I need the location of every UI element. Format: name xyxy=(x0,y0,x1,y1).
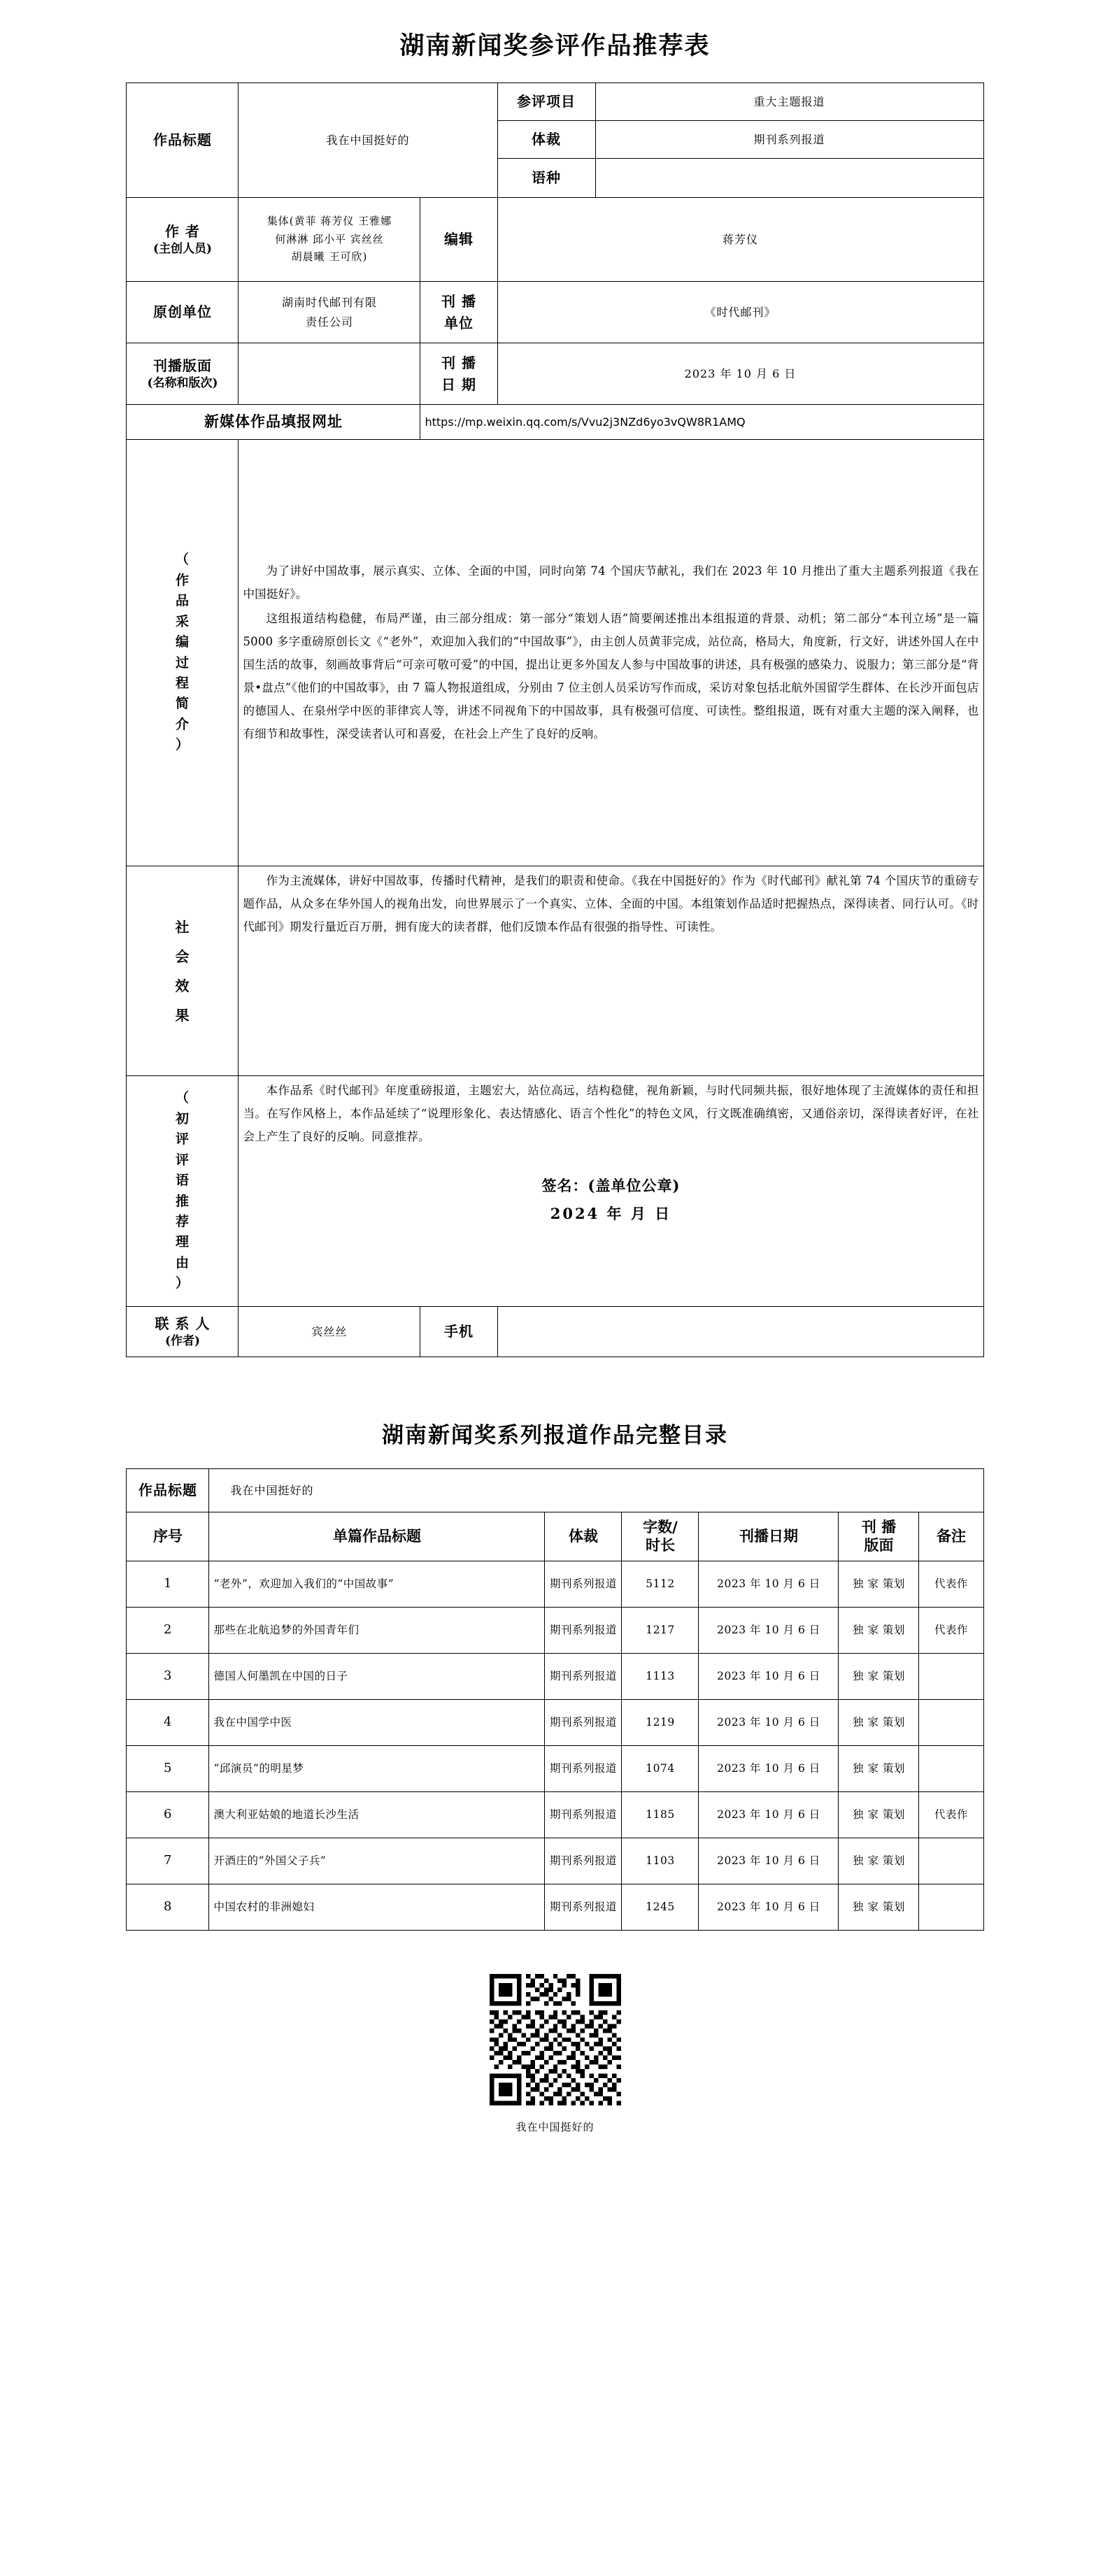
contact-label xyxy=(127,1307,239,1357)
row-title: 我在中国学中医 xyxy=(209,1699,545,1745)
effect-label-char-3: 果 xyxy=(175,1006,190,1024)
item-label: 参评项目 xyxy=(497,83,595,121)
col-header-note: 备注 xyxy=(919,1512,983,1561)
row-note xyxy=(919,1838,983,1884)
work-title-value[interactable]: 我在中国挺好的 xyxy=(239,83,497,198)
genre-label: 体裁 xyxy=(497,121,595,159)
genre-value[interactable]: 期刊系列报道 xyxy=(595,121,983,159)
table-row[interactable] xyxy=(127,1791,983,1838)
row-wordcount: 1245 xyxy=(622,1884,699,1930)
recommend-label-char-4: 语 xyxy=(175,1173,190,1189)
layout-label xyxy=(127,343,239,405)
publish-unit-label-line-2: 单位 xyxy=(443,314,474,331)
effect-label xyxy=(127,866,239,1076)
origin-unit-line-2: 责任公司 xyxy=(305,315,353,329)
form-row-layout xyxy=(127,343,983,405)
table-row[interactable] xyxy=(127,1838,983,1884)
row-date: 2023 年 10 月 6 日 xyxy=(699,1791,839,1838)
row-date: 2023 年 10 月 6 日 xyxy=(699,1884,839,1930)
origin-unit-value[interactable] xyxy=(239,282,420,343)
effect-paragraph-1: 作为主流媒体，讲好中国故事，传播时代精神，是我们的职责和使命。《我在中国挺好的》作为《时代邮刊》献礼第 74 个国庆节的重磅专题作品，从众多在华外国人的视角出发，向世界展示了一个真实、立体、全面的中国。本组策划作品适时把握热点，深得读者、同行认可。《时代邮刊》期发行量近百万册，拥有庞大的读者群，他们反馈本作品有很强的指导性、可读性。 xyxy=(243,874,979,933)
row-genre: 期刊系列报道 xyxy=(545,1561,622,1607)
row-layout: 独 家 策划 xyxy=(839,1561,919,1607)
row-note: 代表作 xyxy=(919,1607,983,1653)
row-index: 4 xyxy=(127,1699,209,1745)
form-row-contact xyxy=(127,1307,983,1357)
form-row-effect xyxy=(127,866,983,1076)
row-title: 德国人何墨凯在中国的日子 xyxy=(209,1653,545,1699)
contact-label-main: 联 系 人 xyxy=(155,1315,211,1332)
row-title: 那些在北航追梦的外国青年们 xyxy=(209,1607,545,1653)
row-date: 2023 年 10 月 6 日 xyxy=(699,1607,839,1653)
row-index: 2 xyxy=(127,1607,209,1653)
row-title: 澳大利亚姑娘的地道长沙生活 xyxy=(209,1791,545,1838)
col-header-genre: 体裁 xyxy=(545,1512,622,1561)
table-row[interactable] xyxy=(127,1884,983,1930)
layout-label-sub: (名称和版次) xyxy=(147,375,218,390)
recommend-label-char-1: 初 xyxy=(175,1110,190,1126)
form-row-recommendation xyxy=(127,1076,983,1307)
col-header-layout xyxy=(839,1512,919,1561)
effect-label-char-1: 会 xyxy=(175,947,190,965)
table-row[interactable] xyxy=(127,1699,983,1745)
row-title: “邱演员”的明星梦 xyxy=(209,1745,545,1791)
phone-value[interactable] xyxy=(497,1307,983,1357)
signature-date: 2024 年 月 日 xyxy=(550,1204,672,1222)
col-header-date: 刊播日期 xyxy=(699,1512,839,1561)
catalog-row-work-title xyxy=(127,1469,983,1512)
contact-label-sub: (作者) xyxy=(164,1333,201,1348)
form-row-url xyxy=(127,405,983,440)
row-genre: 期刊系列报道 xyxy=(545,1838,622,1884)
table-row[interactable] xyxy=(127,1745,983,1791)
author-label-sub: (主创人员) xyxy=(152,241,213,256)
row-genre: 期刊系列报道 xyxy=(545,1653,622,1699)
recommend-label-char-3: 评 xyxy=(175,1152,190,1168)
qr-code-icon[interactable] xyxy=(490,1974,621,2105)
row-wordcount: 1217 xyxy=(622,1607,699,1653)
publish-unit-value[interactable]: 《时代邮刊》 xyxy=(497,282,983,343)
row-date: 2023 年 10 月 6 日 xyxy=(699,1653,839,1699)
col-header-layout-line-1: 刊 播 xyxy=(861,1518,897,1536)
layout-value[interactable] xyxy=(239,343,420,405)
intro-label-char-1: 作 xyxy=(175,572,190,588)
item-value[interactable]: 重大主题报道 xyxy=(595,83,983,121)
row-index: 5 xyxy=(127,1745,209,1791)
row-wordcount: 1113 xyxy=(622,1653,699,1699)
row-note xyxy=(919,1884,983,1930)
row-layout: 独 家 策划 xyxy=(839,1838,919,1884)
effect-body[interactable] xyxy=(239,866,983,1076)
intro-label-char-8: 介 xyxy=(175,716,190,732)
recommend-paragraph-1: 本作品系《时代邮刊》年度重磅报道，主题宏大，站位高远，结构稳健，视角新颖，与时代同频共振，很好地体现了主流媒体的责任和担当。在写作风格上，本作品延续了“说理形象化、表达情感化、语言个性化”的特色文风，行文既准确缜密，又通俗亲切，深得读者好评，在社会上产生了良好的反响。同意推荐。 xyxy=(243,1084,979,1143)
effect-label-char-2: 效 xyxy=(175,977,190,994)
recommend-label-char-7: 理 xyxy=(175,1234,190,1250)
intro-label-char-6: 程 xyxy=(175,675,190,691)
publish-date-label xyxy=(420,343,497,405)
recommend-label-char-8: 由 xyxy=(175,1254,190,1271)
row-layout: 独 家 策划 xyxy=(839,1745,919,1791)
col-header-index: 序号 xyxy=(127,1512,209,1561)
catalog-work-title-value[interactable]: 我在中国挺好的 xyxy=(209,1469,983,1512)
form-row-intro xyxy=(127,440,983,866)
recommend-label-char-5: 推 xyxy=(175,1193,190,1209)
col-header-layout-line-2: 版面 xyxy=(864,1536,894,1554)
intro-label xyxy=(127,440,239,866)
recommend-label-char-0: （ xyxy=(175,1090,190,1106)
form-row-author xyxy=(127,198,983,282)
row-title: 中国农村的非洲媳妇 xyxy=(209,1884,545,1930)
row-layout: 独 家 策划 xyxy=(839,1607,919,1653)
row-index: 6 xyxy=(127,1791,209,1838)
recommend-label-char-2: 评 xyxy=(175,1131,190,1147)
language-label: 语种 xyxy=(497,159,595,198)
form-row-title xyxy=(127,83,983,121)
row-genre: 期刊系列报道 xyxy=(545,1791,622,1838)
qr-code-section xyxy=(0,1974,1110,2134)
intro-label-char-3: 采 xyxy=(175,613,190,629)
intro-paragraph-2: 这组报道结构稳健，布局严谨，由三部分组成：第一部分“策划人语”简要阐述推出本组报道的背景、动机；第二部分“本刊立场”是一篇 5000 多字重磅原创长文《“老外”，欢迎加入我们的“中国故事”》，由主创人员黄菲完成，站位高，格局大，角度新，行文好，讲述外国人在中国生活的故事，刻画故事背后“可亲可敬可爱”的中国，提出让更多外国友人参与中国故事的讲述，具有极强的感染力、说服力；第三部分是“背景•盘点”《他们的中国故事》，由 7 篇人物报道组成，分别由 7 位主创人员采访写作而成，采访对象包括北航外国留学生群体、在长沙开面包店的德国人、在泉州学中医的菲律宾人等，讲述不同视角下的中国故事，具有极强可信度、可读性。整组报道，既有对重大主题的深入阐释，也有细节和故事性，深受读者认可和喜爱，在社会上产生了良好的反响。 xyxy=(243,611,979,740)
col-header-title: 单篇作品标题 xyxy=(209,1512,545,1561)
page-title: 湖南新闻奖参评作品推荐表 xyxy=(399,31,711,60)
signature-block xyxy=(243,1172,979,1228)
author-label xyxy=(127,198,239,282)
author-value[interactable] xyxy=(239,198,420,282)
layout-label-main: 刊播版面 xyxy=(152,357,212,374)
author-line-2: 何淋淋 邱小平 宾丝丝 xyxy=(275,232,384,245)
catalog-title: 湖南新闻奖系列报道作品完整目录 xyxy=(382,1423,728,1448)
row-date: 2023 年 10 月 6 日 xyxy=(699,1561,839,1607)
phone-label: 手机 xyxy=(420,1307,497,1357)
row-genre: 期刊系列报道 xyxy=(545,1745,622,1791)
row-index: 3 xyxy=(127,1653,209,1699)
intro-label-char-9: ） xyxy=(175,737,190,753)
row-title: “老外”，欢迎加入我们的“中国故事” xyxy=(209,1561,545,1607)
recommend-label xyxy=(127,1076,239,1307)
work-title-label: 作品标题 xyxy=(127,83,239,198)
url-label: 新媒体作品填报网址 xyxy=(127,405,420,440)
url-value[interactable]: https://mp.weixin.qq.com/s/Vvu2j3NZd6yo3vQW8R1AMQ xyxy=(420,405,983,440)
recommend-label-char-6: 荐 xyxy=(175,1213,190,1229)
row-date: 2023 年 10 月 6 日 xyxy=(699,1745,839,1791)
author-line-3: 胡晨曦 王可欣) xyxy=(291,250,368,264)
row-note xyxy=(919,1745,983,1791)
publish-date-label-line-1: 刊 播 xyxy=(441,354,476,371)
row-wordcount: 1103 xyxy=(622,1838,699,1884)
publish-date-value[interactable]: 2023 年 10 月 6 日 xyxy=(497,343,983,405)
editor-label: 编辑 xyxy=(420,198,497,282)
publish-unit-label xyxy=(420,282,497,343)
intro-body[interactable] xyxy=(239,440,983,866)
qr-code-caption: 我在中国挺好的 xyxy=(515,2120,595,2133)
intro-label-char-0: （ xyxy=(175,552,190,568)
row-wordcount: 1219 xyxy=(622,1699,699,1745)
catalog-table xyxy=(126,1468,983,1931)
row-index: 1 xyxy=(127,1561,209,1607)
col-header-wordcount-line-2: 时长 xyxy=(645,1536,675,1554)
editor-value[interactable]: 蒋芳仪 xyxy=(497,198,983,282)
effect-label-char-0: 社 xyxy=(175,918,190,936)
row-date: 2023 年 10 月 6 日 xyxy=(699,1838,839,1884)
author-line-1: 集体(黄菲 蒋芳仪 王雅娜 xyxy=(266,215,392,228)
intro-label-char-4: 编 xyxy=(175,634,190,650)
col-header-wordcount xyxy=(622,1512,699,1561)
row-note xyxy=(919,1699,983,1745)
contact-value[interactable]: 宾丝丝 xyxy=(239,1307,420,1357)
row-genre: 期刊系列报道 xyxy=(545,1607,622,1653)
row-layout: 独 家 策划 xyxy=(839,1884,919,1930)
row-note: 代表作 xyxy=(919,1791,983,1838)
author-label-main: 作 者 xyxy=(165,222,200,240)
intro-label-char-2: 品 xyxy=(175,593,190,609)
row-wordcount: 1185 xyxy=(622,1791,699,1838)
intro-label-char-7: 简 xyxy=(175,696,190,712)
table-row[interactable] xyxy=(127,1607,983,1653)
row-title: 开酒庄的“外国父子兵” xyxy=(209,1838,545,1884)
row-index: 8 xyxy=(127,1884,209,1930)
recommendation-form-table xyxy=(126,83,983,1357)
row-note xyxy=(919,1653,983,1699)
row-wordcount: 1074 xyxy=(622,1745,699,1791)
row-genre: 期刊系列报道 xyxy=(545,1699,622,1745)
form-row-origin-unit xyxy=(127,282,983,343)
row-genre: 期刊系列报道 xyxy=(545,1884,622,1930)
row-wordcount: 5112 xyxy=(622,1561,699,1607)
table-row[interactable] xyxy=(127,1653,983,1699)
col-header-wordcount-line-1: 字数/ xyxy=(643,1518,678,1536)
row-layout: 独 家 策划 xyxy=(839,1653,919,1699)
catalog-work-title-label: 作品标题 xyxy=(127,1469,209,1512)
row-layout: 独 家 策划 xyxy=(839,1791,919,1838)
signature-line: 签名：(盖单位公章) xyxy=(541,1177,681,1194)
intro-label-char-5: 过 xyxy=(175,654,190,671)
table-row[interactable] xyxy=(127,1561,983,1607)
origin-unit-label: 原创单位 xyxy=(127,282,239,343)
origin-unit-line-1: 湖南时代邮刊有限 xyxy=(281,296,377,310)
row-layout: 独 家 策划 xyxy=(839,1699,919,1745)
row-date: 2023 年 10 月 6 日 xyxy=(699,1699,839,1745)
row-note: 代表作 xyxy=(919,1561,983,1607)
catalog-header-row xyxy=(127,1512,983,1561)
language-value[interactable] xyxy=(595,159,983,198)
publish-unit-label-line-1: 刊 播 xyxy=(441,292,476,310)
row-index: 7 xyxy=(127,1838,209,1884)
intro-paragraph-1: 为了讲好中国故事，展示真实、立体、全面的中国，同时向第 74 个国庆节献礼，我们在 2023 年 10 月推出了重大主题系列报道《我在中国挺好》。 xyxy=(243,564,979,601)
recommend-label-char-9: ） xyxy=(175,1275,190,1291)
publish-date-label-line-2: 日 期 xyxy=(441,375,476,393)
recommend-body[interactable] xyxy=(239,1076,983,1307)
